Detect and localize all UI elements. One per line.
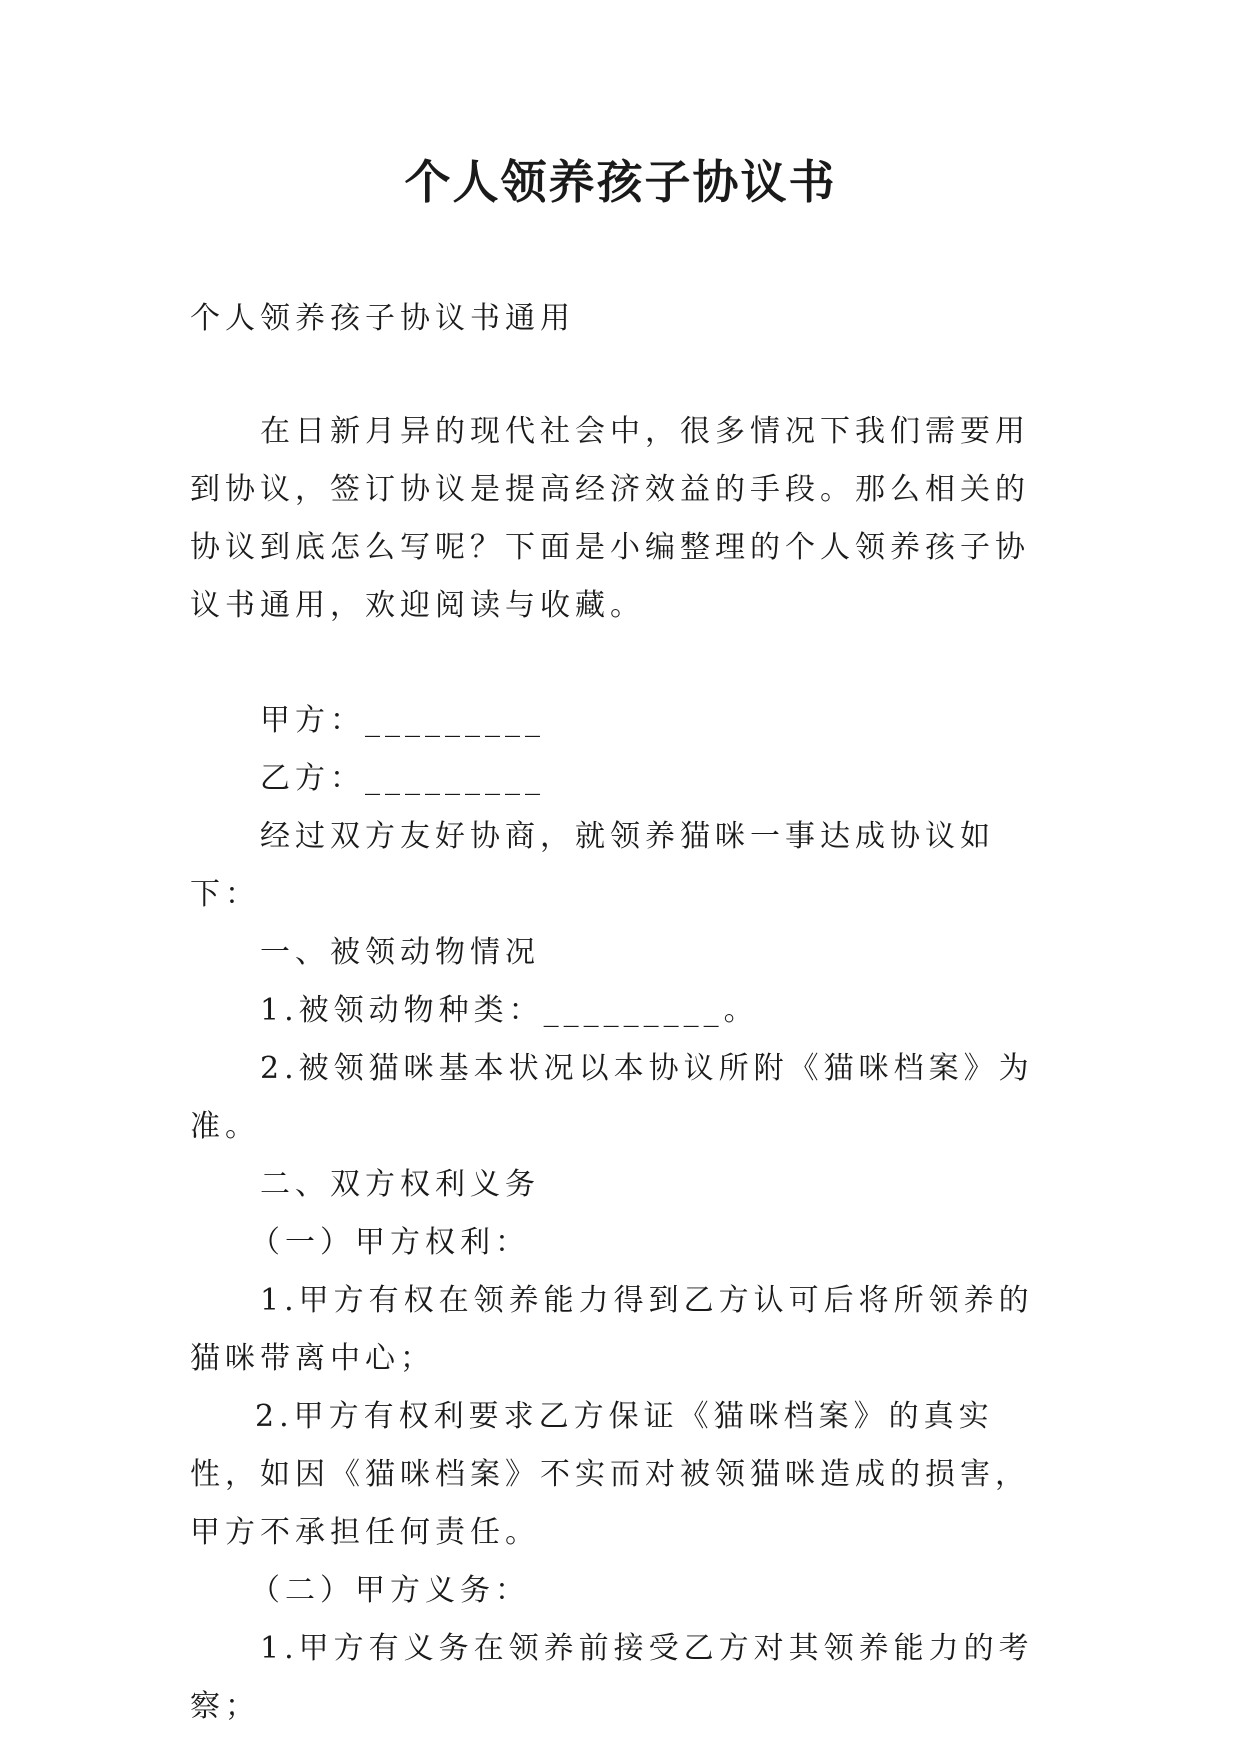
clause-1-2: 2.被领猫咪基本状况以本协议所附《猫咪档案》为准。 — [190, 1051, 1034, 1144]
party-b-line: 乙方：_________ — [260, 761, 545, 796]
document-title: 个人领养孩子协议书 — [404, 155, 837, 209]
intro-paragraph: 在日新月异的现代社会中，很多情况下我们需要用到协议，签订协议是提高经济效益的手段。那么相关的协议到底怎么写呢？下面是小编整理的个人领养孩子协议书通用，欢迎阅读与收藏。 — [190, 414, 1030, 623]
clauses-section — [190, 692, 1060, 1736]
clause-1-1: 1.被领动物种类：_________。 — [260, 993, 759, 1028]
subsection-heading-a-rights: （一）甲方权利： — [250, 1225, 530, 1260]
agreement-preamble: 经过双方友好协商，就领养猫咪一事达成协议如下： — [190, 819, 995, 912]
section-heading-2: 二、双方权利义务 — [260, 1167, 540, 1202]
section-heading-1: 一、被领动物情况 — [260, 935, 540, 970]
clause-a-rights-2: 2.甲方有权利要求乙方保证《猫咪档案》的真实性，如因《猫咪档案》不实而对被领猫咪造成的损害，甲方不承担任何责任。 — [190, 1399, 1030, 1550]
party-a-line: 甲方：_________ — [260, 703, 545, 738]
subsection-heading-a-duties: （二）甲方义务： — [250, 1573, 530, 1608]
clause-a-rights-1: 1.甲方有权在领养能力得到乙方认可后将所领养的猫咪带离中心； — [190, 1283, 1034, 1376]
document-subtitle: 个人领养孩子协议书通用 — [190, 301, 575, 336]
clause-a-duties-1: 1.甲方有义务在领养前接受乙方对其领养能力的考察； — [190, 1631, 1034, 1724]
